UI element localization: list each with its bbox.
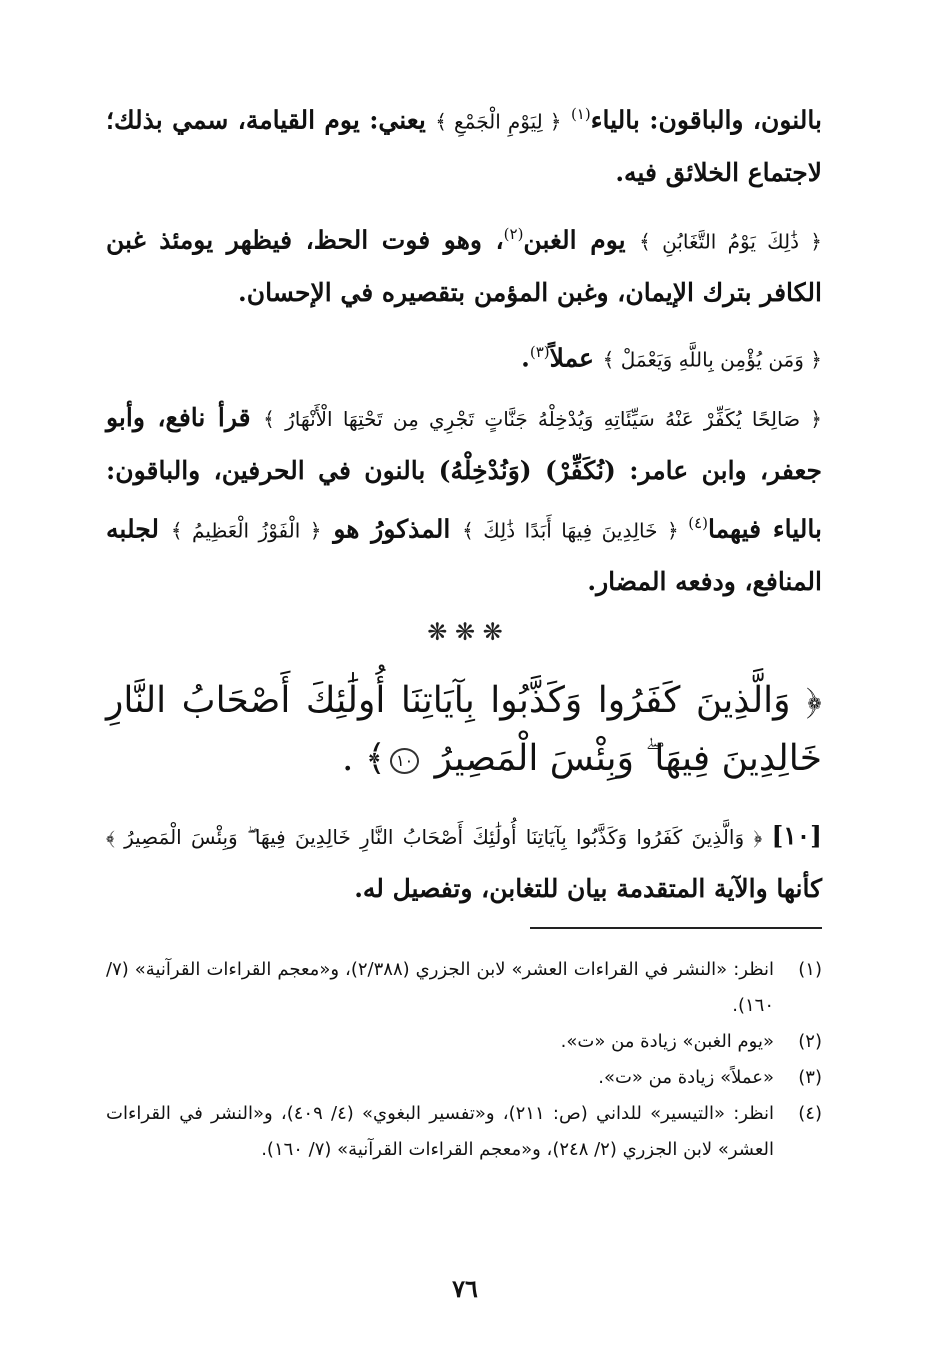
footnote-ref: (٣) [529,343,550,361]
text: . [521,343,530,373]
section-separator: ❋ ❋ ❋ [427,618,503,646]
footnotes [106,952,822,1168]
text: لجلبه المنافع، ودفعه المضار. [106,514,822,597]
footnote-number: (١) [798,959,822,980]
footnote-ref: (٤) [688,514,708,532]
footnote [106,1096,822,1168]
quran-quote: ﴿ وَالَّذِينَ كَفَرُوا وَكَذَّبُوا بِآيَاتِنَا أُولَٰئِكَ أَصْحَابُ النَّارِ خَالِدِينَ فِيهَا ۖ وَبِئْسَ الْمَصِيرُ ﴾ [106,825,772,849]
verse-ref: [١٠] [771,821,822,850]
paragraph-1 [106,88,822,199]
footnote-text: «يوم الغبن» زيادة من «ت». [560,1031,774,1052]
quran-quote: ﴿ ذَٰلِكَ يَوْمُ التَّغَابُنِ ﴾ [639,229,822,254]
quran-quote: ﴿ خَالِدِينَ فِيهَا أَبَدًا ذَٰلِكَ ﴾ [462,518,689,543]
footnote [106,952,822,1024]
verse-close: ﴾ . [342,738,386,779]
text: عملاً [549,343,603,373]
footnote-number: (٢) [798,1031,822,1052]
footnote-number: (٣) [798,1067,822,1088]
quran-quote: ﴿ الْفَوْزُ الْعَظِيمُ ﴾ [170,518,322,543]
commentary-paragraph [106,810,822,915]
paragraph-4 [106,392,822,608]
footnote-number: (٤) [798,1103,822,1124]
text: قرأ نافع، وأبو جعفر، وابن عامر: (نُكَفِّرْ) (وَنُدْخِلْهُ) بالنون في الحرفين، والباقون: بالياء فيهما [106,403,823,544]
text: يعني: يوم القيامة، سمي بذلك؛ لاجتماع الخلائق فيه. [106,105,822,188]
footnote-ref: (١) [570,105,591,123]
text: يوم الغبن [523,225,640,255]
quran-quote: ﴿ وَمَن يُؤْمِن بِاللَّهِ وَيَعْمَلْ ﴾ [602,347,822,372]
verse-text: ﴿ وَالَّذِينَ كَفَرُوا وَكَذَّبُوا بِآيَاتِنَا أُولَٰئِكَ أَصْحَابُ النَّارِ خَالِدِينَ فِيهَا ۖ وَبِئْسَ الْمَصِيرُ [106,680,822,779]
text: ، وهو فوت الحظ، فيظهر يومئذ غبن الكافر بترك الإيمان، وغبن المؤمن بتقصيره في الإحسان. [106,225,822,308]
footnote-text: انظر: «النشر في القراءات العشر» لابن الجزري (٢/٣٨٨)، و«معجم القراءات القرآنية» (٧/ ١٦٠). [106,959,774,1016]
footnote-text: انظر: «التيسير» للداني (ص: ٢١١)، و«تفسير البغوي» (٤/ ٤٠٩)، و«النشر في القراءات العشر» لابن الجزري (٢/ ٢٤٨)، و«معجم القراءات القرآنية» (٧/ ١٦٠). [106,1103,774,1160]
quran-quote: ﴿ لِيَوْمِ الْجَمْعِ ﴾ [435,109,562,134]
footnote-ref: (٢) [503,225,524,243]
page-number: ٧٦ [452,1274,478,1303]
text: المذكورُ هو [321,514,463,544]
footnote [106,1060,822,1096]
paragraph-2 [106,208,822,319]
text: بالنون، والباقون: بالياء [590,105,822,135]
paragraph-3 [106,326,822,385]
text: كأنها والآية المتقدمة بيان للتغابن، وتفصيل له. [354,874,822,903]
footnote-text: «عملاً» زيادة من «ت». [598,1067,774,1088]
quran-quote: ﴿ صَالِحًا يُكَفِّرْ عَنْهُ سَيِّئَاتِهِ وَيُدْخِلْهُ جَنَّاتٍ تَجْرِي مِن تَحْتِهَا الْأَنْهَارُ ﴾ [263,407,822,431]
footnote-divider [530,927,822,929]
footnote [106,1024,822,1060]
main-verse [106,672,822,788]
ayah-number-marker: ١٠ [390,748,419,774]
